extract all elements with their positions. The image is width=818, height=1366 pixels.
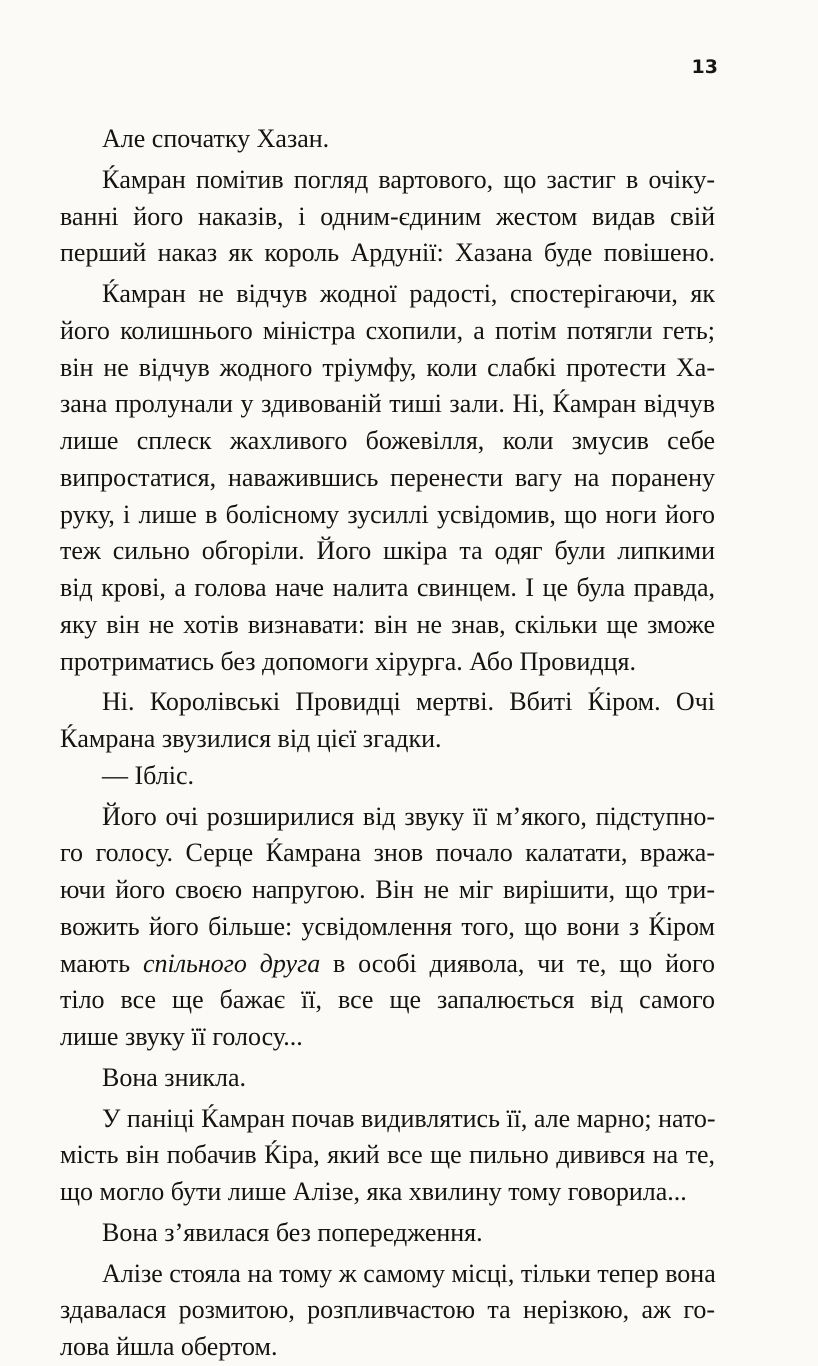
paragraph-line	[60, 946, 715, 983]
paragraph-line: Алізе стояла на тому ж самому місці, тільки тепер вона	[102, 1258, 716, 1288]
paragraph-line: протриматись без допомоги хірурга. Або Провидця.	[60, 646, 637, 676]
page-number: 13	[691, 56, 718, 78]
paragraph-line: Ќамран не відчув жодної радості, спостерігаючи, як	[102, 279, 715, 308]
paragraph-line: зана пролунали у здивованій тиші зали. Ні, Ќамран відчув	[60, 389, 715, 419]
dialogue-line: — Ібліс.	[102, 760, 194, 790]
paragraph-line: лише сплеск жахливого божевілля, коли змусив себе	[60, 426, 715, 455]
paragraph-line: від крові, а голова наче налита свинцем. І це була правда,	[60, 573, 715, 602]
paragraph-line: Ќамрана звузилися від цієї згадки.	[60, 724, 442, 753]
paragraph-line: що могло бути лише Алізе, яка хвилину тому говорила...	[60, 1177, 687, 1206]
paragraph-line: Ќамран помітив погляд вартового, що застиг в очіку-	[102, 164, 715, 194]
paragraph-line: ванні його наказів, і одним-єдиним жестом видав свій	[60, 201, 715, 231]
paragraph-line: лише звуку її голосу...	[60, 1022, 303, 1051]
paragraph-line: теж сильно обгоріли. Його шкіра та одяг були липкими	[60, 536, 715, 566]
paragraph-line: лова йшла обертом.	[60, 1332, 278, 1361]
paragraph-line: випростатися, наважившись перенести вагу на поранену	[60, 462, 715, 492]
paragraph-line: Але спочатку Хазан.	[102, 124, 330, 153]
paragraph-line: яку він не хотів визнавати: він не знав, скільки ще зможе	[60, 609, 715, 639]
paragraph-line: Його очі розширилися від звуку її м’якого, підступно-	[102, 801, 715, 831]
paragraph-line: його колишнього міністра схопили, а потім потягли геть;	[60, 315, 715, 345]
paragraph-line: перший наказ як король Ардунії: Хазана буде повішено.	[60, 238, 715, 268]
italic-phrase: спільного друга	[142, 948, 321, 978]
body-text	[60, 121, 715, 1366]
paragraph-line: Ні. Королівські Провидці мертві. Вбиті Ќіром. Очі	[102, 687, 715, 717]
paragraph-line: тіло все ще бажає її, все ще запалюється від самого	[60, 985, 715, 1015]
paragraph-line: він не відчув жодного тріумфу, коли слабкі протести Ха-	[60, 352, 715, 382]
paragraph-line: ючи його своєю напругою. Він не міг вирішити, що три-	[60, 875, 715, 904]
line-text: мають	[60, 948, 143, 978]
paragraph-line: Вона з’явилася без попередження.	[102, 1217, 483, 1247]
paragraph-line: У паніці Ќамран почав видивлятись її, але марно; нато-	[102, 1103, 716, 1133]
line-text: в особі диявола, чи те, що його	[320, 948, 716, 978]
paragraph-line: го голосу. Серце Ќамрана знов почало калатати, вража-	[60, 838, 715, 868]
paragraph-line: руку, і лише в болісному зусиллі усвідомив, що ноги його	[60, 499, 715, 529]
paragraph-line: Вона зникла.	[102, 1062, 247, 1092]
paragraph-line: мість він побачив Ќіра, який все ще пильно дивився на те,	[60, 1140, 715, 1170]
paragraph-line: здавалася розмитою, розпливчастою та нерізкою, аж го-	[60, 1295, 715, 1325]
paragraph-line: вожить його більше: усвідомлення того, що вони з Ќіром	[60, 911, 715, 941]
